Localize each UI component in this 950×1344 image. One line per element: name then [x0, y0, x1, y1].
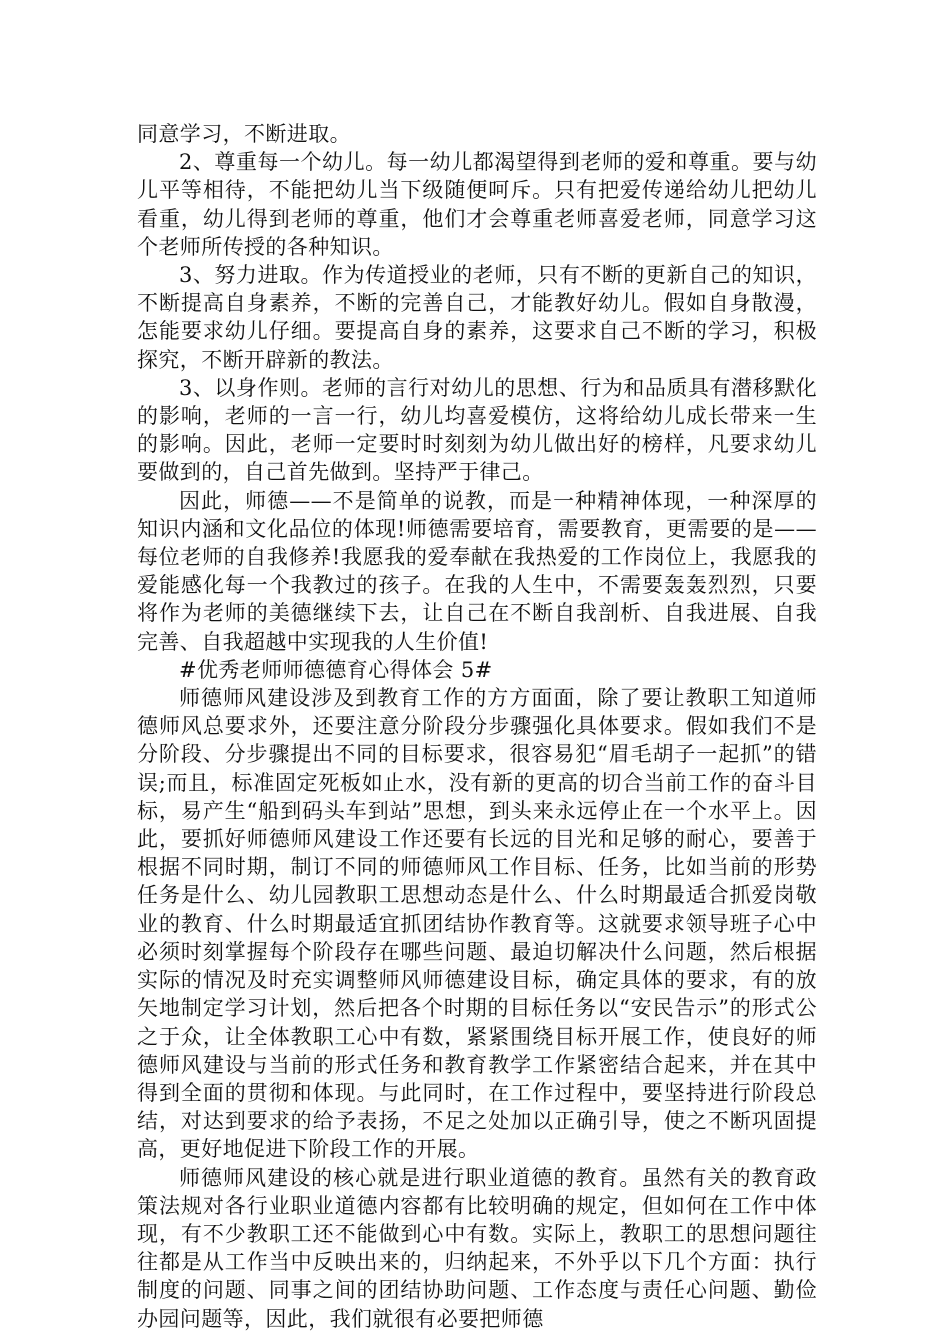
- paragraph-ethics-construction: 师德师风建设涉及到教育工作的方方面面，除了要让教职工知道师德师风总要求外，还要注意分阶段分步骤强化具体要求。假如我们不是分阶段、分步骤提出不同的目标要求，很容易犯“眉毛胡子一起抓”的错误;而且，标准固定死板如止水，没有新的更高的切合当前工作的奋斗目标，易产生“船到码头车到站”思想，到头来永远停止在一个水平上。因此，要抓好师德师风建设工作还要有长远的目光和足够的耐心，要善于根据不同时期，制订不同的师德师风工作目标、任务，比如当前的形势任务是什么、幼儿园教职工思想动态是什么、什么时期最适合抓爱岗敬业的教育、什么时期最适宜抓团结协作教育等。这就要求领导班子心中必须时刻掌握每个阶段存在哪些问题、最迫切解决什么问题，然后根据实际的情况及时充实调整师风师德建设目标，确定具体的要求，有的放矢地制定学习计划，然后把各个时期的目标任务以“安民告示”的形式公之于众，让全体教职工心中有数，紧紧围绕目标开展工作，使良好的师德师风建设与当前的形式任务和教育教学工作紧密结合起来，并在其中得到全面的贯彻和体现。与此同时，在工作过程中，要坚持进行阶段总结，对达到要求的给予表扬，不足之处加以正确引导，使之不断巩固提高，更好地促进下阶段工作的开展。: [137, 686, 817, 1162]
- section-heading: #优秀老师师德德育心得体会 5#: [179, 657, 493, 682]
- paragraph-strive-progress: 3、努力进取。作为传道授业的老师，只有不断的更新自己的知识，不断提高自身素养，不断的完善自己，才能教好幼儿。假如自身散漫，怎能要求幼儿仔细。要提高自身的素养，这要求自己不断的学习，积极探究，不断开辟新的教法。: [137, 263, 817, 372]
- paragraph-ethics-core: 师德师风建设的核心就是进行职业道德的教育。虽然有关的教育政策法规对各行业职业道德内容都有比较明确的规定，但如何在工作中体现，有不少教职工还不能做到心中有数。实际上，教职工的思想问题往往都是从工作当中反映出来的，归纳起来，不外乎以下几个方面：执行制度的问题、同事之间的团结协助问题、工作态度与责任心问题、勤俭办园问题等，因此，我们就很有必要把师德: [137, 1165, 817, 1331]
- paragraph-respect-children: 2、尊重每一个幼儿。每一幼儿都渴望得到老师的爱和尊重。要与幼儿平等相待，不能把幼儿当下级随便呵斥。只有把爱传递给幼儿把幼儿看重，幼儿得到老师的尊重，他们才会尊重老师喜爱老师，同意学习这个老师所传授的各种知识。: [137, 150, 817, 259]
- paragraph-continuation: 同意学习，不断进取。: [137, 122, 351, 146]
- paragraph-teacher-ethics-summary: 因此，师德——不是简单的说教，而是一种精神体现，一种深厚的知识内涵和文化品位的体现!师德需要培育，需要教育，更需要的是——每位老师的自我修养!我愿我的爱奉献在我热爱的工作岗位上，我愿我的爱能感化每一个我教过的孩子。在我的人生中，不需要轰轰烈烈，只要将作为老师的美德继续下去，让自己在不断自我剖析、自我进展、自我完善、自我超越中实现我的人生价值!: [137, 488, 817, 654]
- document-page: [137, 120, 817, 1333]
- paragraph-lead-by-example: 3、以身作则。老师的言行对幼儿的思想、行为和品质具有潜移默化的影响，老师的一言一行，幼儿均喜爱模仿，这将给幼儿成长带来一生的影响。因此，老师一定要时时刻刻为幼儿做出好的榜样，凡要求幼儿要做到的，自己首先做到。坚持严于律己。: [137, 375, 817, 485]
